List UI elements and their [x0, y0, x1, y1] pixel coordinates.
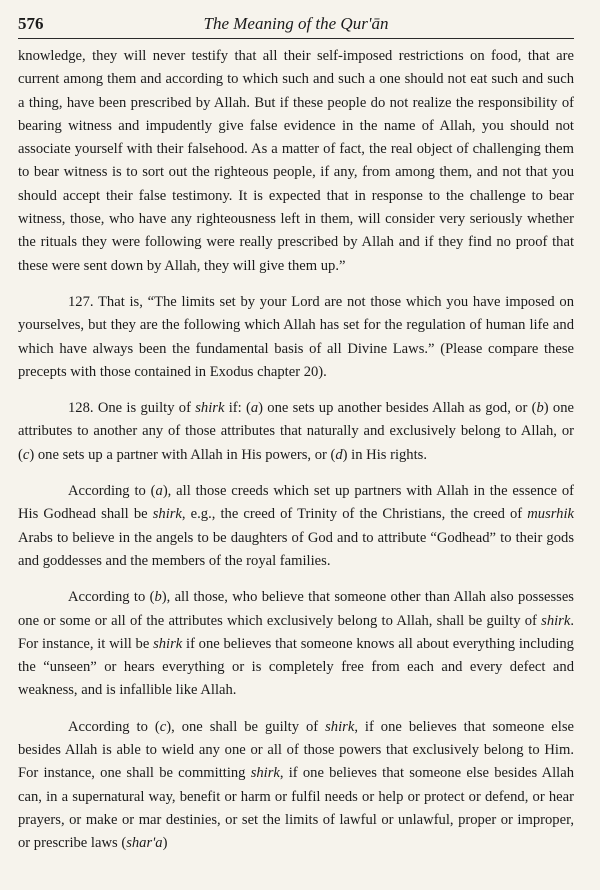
running-title: The Meaning of the Qur'ān	[203, 14, 389, 33]
text-run: , e.g., the creed of Trinity of the Christians, the creed of	[181, 506, 528, 523]
italic-term: b	[154, 589, 162, 606]
text-run: , if one believes that someone else besides Allah can, in a supernatural way, benefit or harm or fulfil needs or help or protect or defend, or hear prayers, or make or mar destinies, or set the limits of lawful or unlawful, proper or improper, or prescribe laws (	[18, 765, 575, 852]
italic-term: shirk	[541, 612, 571, 629]
text-run: ) one attributes to another any of those attributes that naturally and exclusively belong to Allah, or (	[18, 400, 574, 463]
text-run: ), all those, who believe that someone other than Allah also possesses one or some or all of the attributes which exclusively belong to Allah, shall be guilty of	[18, 589, 574, 629]
text-run: ) one sets up another besides Allah as god, or (	[258, 400, 537, 417]
paragraph	[18, 716, 574, 856]
text-run: . For instance, it will be	[18, 612, 574, 652]
italic-term: musrhik	[527, 506, 575, 523]
text-run: ) one sets up a partner with Allah in His powers, or (	[29, 446, 336, 463]
italic-term: c	[159, 718, 167, 735]
italic-term: shirk	[250, 765, 280, 782]
text-run: if: (	[224, 400, 251, 417]
page-header	[18, 8, 574, 38]
italic-term: shirk	[195, 400, 225, 417]
page-number: 576	[18, 14, 44, 33]
text-run: According to (	[68, 483, 156, 500]
paragraph	[18, 397, 574, 467]
italic-term: b	[536, 400, 544, 417]
paragraph	[18, 291, 574, 384]
italic-term: a	[250, 400, 259, 417]
text-run: Arabs to believe in the angels to be daughters of God and to attribute “Godhead” to their gods and goddesses and the members of the royal families.	[18, 529, 574, 569]
text-run: According to (	[68, 589, 155, 606]
italic-term: a	[155, 483, 163, 500]
italic-term: shirk	[152, 506, 182, 523]
italic-term: shirk	[153, 635, 183, 652]
text-run: )	[162, 835, 168, 852]
text-run: if one believes that someone knows all about everything including the “unseen” or hears everything or is completely free from each and every defect and weakness, and is infallible like Allah.	[18, 635, 574, 699]
italic-term: shirk	[325, 718, 355, 735]
text-run: 127. That is, “The limits set by your Lord are not those which you have imposed on yourselves, but they are the following which Allah has set for the regulation of human life and which have always been the fundamental basis of all Divine Laws.” (Please compare these precepts with those contained in Exodus chapter 20).	[18, 293, 574, 380]
italic-term: c	[22, 446, 30, 463]
text-run: knowledge, they will never testify that all their self-imposed restrictions on food, that are current among them and according to which such and such a one should not eat such and such a thing, have been prescribed by Allah. But if these people do not realize the responsibility of bearing witness and impudently give false evidence in the name of Allah, you should not associate yourself with their falsehood. As a matter of fact, the real object of challenging them to bear witness is to sort out the righteous people, if any, from among them, and not that you should accept their false testimony. It is expected that in response to the challenge to bear witness, those, who have any righteousness left in them, will consider very seriously whether the rituals they were following were really prescribed by Allah and if they find no proof that these were sent down by Allah, they will give them up.”	[18, 48, 574, 274]
italic-term: shar'a	[126, 835, 163, 852]
paragraph	[18, 586, 574, 702]
text-run: ), one shall be guilty of	[166, 718, 326, 735]
header-rule	[18, 38, 574, 39]
text-run: ) in His rights.	[342, 446, 427, 463]
text-run: ), all those creeds which set up partners with Allah in the essence of His Godhead shall be	[18, 483, 574, 523]
text-run: , if one believes that someone else besides Allah is able to wield any one or all of those powers that exclusively belong to Him. For instance, one shall be committing	[18, 718, 574, 782]
paragraph	[18, 480, 574, 573]
text-run: According to (	[68, 718, 160, 735]
paragraph	[18, 45, 574, 278]
italic-term: d	[335, 446, 343, 463]
text-run: 128. One is guilty of	[68, 400, 196, 417]
body-text	[18, 45, 574, 856]
